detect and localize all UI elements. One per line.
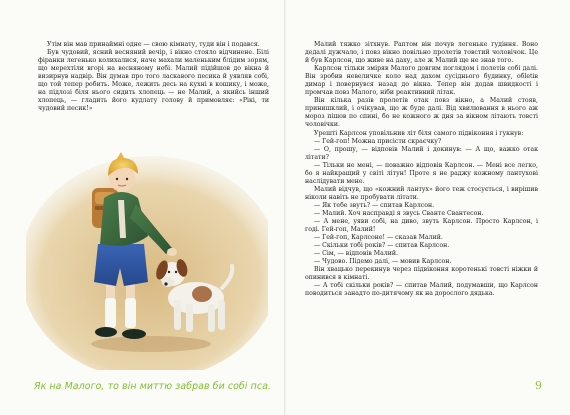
paragraph: Карлсон тільки зміряв Малого довгим поглядом і полетів собі далі. Він зробив невеличке коло над дахом сусіднього будинку, обletів димар і повернувся назад до вікна. Тепер він додав швидкості і промчав повз Малого, ніби реактивний літак. [305, 65, 538, 97]
dialogue-line: — Тільки не мені, — поважно відповів Карлсон. — Мені все легко, бо я найкращий у світі літун! Проте я не раджу кожному лантухові наслідувати мене. [305, 161, 538, 185]
paragraph: Був чудовий, ясний весняний вечір, і вікно стояло відчинене. Білі фіранки легенько колихалися, наче махали маленьким блідим зорям, що мерехтіли вгорі на весняному небі. Малий підійшов до вікна й визирнув надвір. Він думав про того ласкавого песика й уявляв собі, що той тепер робить. Може, лежить десь на кухні в кошику, і може, на підлозі біля нього сидить хлопець — не Малий, а якийсь інший хлопець, — гладить його кудлату голову й примовляє: «Рікі, ти чудовий песик!» [38, 49, 269, 113]
dialogue-line: — Як тебе звуть? — спитав Карлсон. [314, 201, 435, 209]
dialogue-line: — Гей-гоп, Карлсоне! — сказав Малий. [314, 234, 443, 242]
dialogue-line: — Малий. Хоч насправді я звусь Сванте Свантесон. [314, 209, 484, 217]
paragraph: Малий відчув, що «кожний лантух» його теж стосується, і вирішив ніколи навіть не пробувати літати. [305, 185, 538, 201]
right-page-text [305, 41, 538, 299]
dialogue-line: — Скільки тобі років? — спитав Карлсон. [314, 242, 450, 250]
paragraph: Урешті Карлсон уповільнив літ біля самого підвіконня і гукнув: [314, 129, 524, 137]
dialogue-line: — Сім, — відповів Малий. [314, 250, 398, 258]
dialogue-line: — А тобі скільки років? — спитав Малий, подумавши, що Карлсон поводиться занадто по-дитячому як на дорослого дядька. [305, 282, 538, 298]
dialogue-line: — О, прошу, — відповів Малий і докинув: — А що, важко отак літати? [305, 145, 538, 161]
illustration-caption: Як на Малого, то він миттю забрав би собі пса. [34, 381, 272, 392]
dialogue-line: — А мене, уяви собі, на диво, звуть Карлсон. Просто Карлсон, і годі. Гей-гоп, Малий! [305, 218, 538, 234]
dialogue-line: — Чудово. Підемо далі, — мовив Карлсон. [314, 258, 452, 266]
left-page [0, 0, 284, 415]
right-page [286, 0, 570, 415]
paragraph: Утім він мав принаймні одне — свою кімнату, туди він і подався. [47, 41, 260, 48]
page-number: 9 [535, 379, 542, 392]
paragraph: Він хвацько перекинув через підвіконня коротенькі товсті ніжки й опинився в кімнаті. [305, 266, 538, 282]
left-page-text [38, 41, 269, 113]
paragraph: Малий тяжко зітхнув. Раптом він почув легеньке гудіння. Воно дедалі дужчало, і повз вікно повільно пролетів товстий чоловічок. Це й був Карлсон, що живе на даху, але ж Малий ще не знав того. [305, 41, 538, 65]
dialogue-line: — Гей-гоп! Можна присісти скраєчку? [314, 137, 442, 145]
paragraph: Він кілька разів пролетів отак повз вікно, а Малий стояв, принишклий, і очікував, що ж буде далі. Від хвилювання в нього аж мороз пішов по спині, бо не кожного ж дня за вікном літають товсті чоловічки. [305, 97, 538, 129]
illustration-boy-with-dog [26, 148, 268, 370]
